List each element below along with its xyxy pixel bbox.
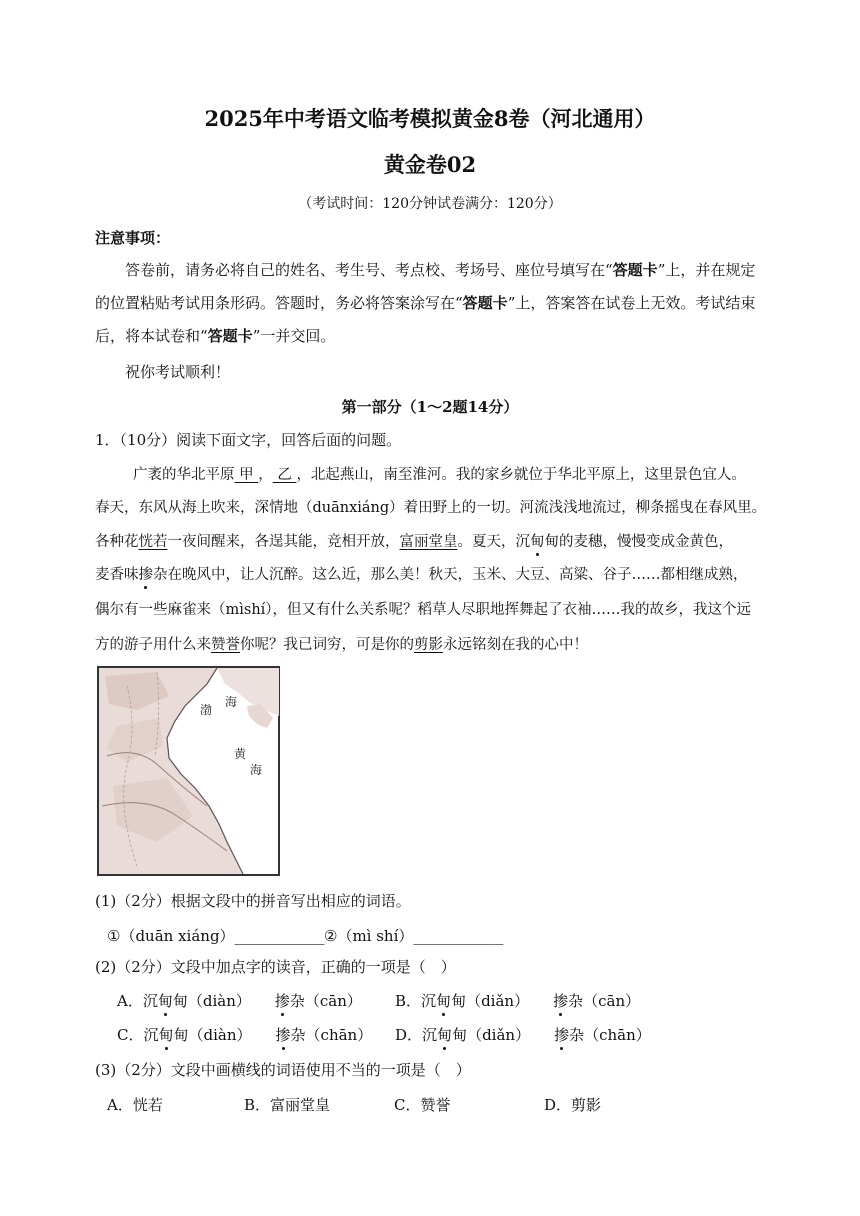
passage-text: ， (258, 467, 273, 483)
answer-card-term: 答题卡 (612, 261, 658, 279)
option-text: 沉 (143, 1026, 159, 1044)
option-b[interactable] (395, 990, 640, 1011)
dotted-char: 甸 (530, 530, 545, 551)
question-1-stem: 1．（10分）阅读下面文字，回答后面的问题。 (95, 431, 402, 449)
option-text: 杂（cān） (289, 992, 362, 1010)
passage-text: 杂在晚风中，让人沉醉。这么近，那么美！秋天，玉米、大豆、高粱、谷子……都相继成熟， (153, 567, 748, 583)
option-c[interactable] (117, 1024, 372, 1045)
passage-line-1 (133, 463, 746, 484)
option-d[interactable]: D．剪影 (544, 1096, 602, 1114)
answer-card-term: 答题卡 (462, 294, 508, 312)
option-a[interactable]: A．恍若 (107, 1096, 163, 1114)
dotted-char: 甸 (436, 992, 452, 1010)
passage-text: 永远铭刻在我的心中！ (443, 637, 588, 653)
dotted-char: 甸 (437, 1026, 453, 1044)
option-text: 沉 (142, 992, 158, 1010)
notice-line-2 (95, 292, 755, 313)
dotted-char: 掺 (554, 1026, 570, 1044)
notice-text: 的位置粘贴考试用条形码。答题时，务必将答案涂写在“ (95, 294, 463, 312)
option-letter: B． (395, 992, 422, 1010)
option-letter: D． (395, 1026, 423, 1044)
dotted-char: 甸 (157, 992, 173, 1010)
notice-heading: 注意事项： (95, 229, 171, 247)
passage-line-2: 春天，东风从海上吹来，深情地（duānxiáng）着田野上的一切。河流浅浅地流过，柳条摇曳在春风里。 (95, 500, 767, 516)
option-text: 沉 (422, 1026, 438, 1044)
option-text: 杂（chān） (569, 1026, 651, 1044)
passage-text: 甸的麦穗，慢慢变成金黄色， (544, 534, 733, 550)
notice-text: 答卷前，请务必将自己的姓名、考生号、考点校、考场号、座位号填写在“ (125, 261, 613, 279)
subquestion-3-stem: (3)（2分）文段中画横线的词语使用不当的一项是（ ） (95, 1061, 471, 1079)
exam-title: 2025年中考语文临考模拟黄金8卷（河北通用） (204, 106, 656, 131)
notice-text: ”上，答案答在试卷上无效。考试结束 (507, 294, 756, 312)
passage-text: 一夜间醒来，各逞其能，竞相开放， (167, 534, 400, 550)
option-text: 甸（diàn） (172, 992, 251, 1010)
underlined-word: 剪影 (414, 637, 443, 653)
good-luck-text: 祝你考试顺利！ (125, 363, 231, 381)
dotted-char: 掺 (274, 992, 290, 1010)
notice-line-3 (95, 325, 335, 346)
passage-text: ，北起燕山，南至淮河。我的家乡就位于华北平原上，这里景色宜人。 (296, 467, 746, 483)
passage-line-6 (95, 633, 588, 654)
blank-jia: 甲 (234, 467, 259, 483)
underlined-word: 赞誉 (211, 637, 240, 653)
passage-line-5: 偶尔有一些麻雀来（mìshí），但又有什么关系呢？稻草人尽职地挥舞起了衣袖……我的故乡，我这个远 (95, 602, 752, 618)
option-letter: C． (117, 1026, 144, 1044)
underlined-word: 富丽堂皇 (399, 534, 458, 550)
option-text: 杂（cān） (568, 992, 641, 1010)
map-label: 海 (250, 763, 263, 777)
option-text: 甸（diǎn） (452, 1026, 531, 1044)
blank-yi: 乙 (272, 467, 297, 483)
notice-text: 后，将本试卷和“ (95, 327, 208, 345)
dotted-char: 甸 (158, 1026, 174, 1044)
option-letter: A． (117, 992, 143, 1010)
exam-subtitle: 黄金卷02 (383, 152, 477, 177)
notice-text: ”一并交回。 (252, 327, 336, 345)
notice-line-1 (125, 259, 755, 280)
option-b[interactable]: B．富丽堂皇 (244, 1096, 331, 1114)
dotted-char: 掺 (275, 1026, 291, 1044)
notice-text: ”上，并在规定 (657, 261, 756, 279)
exam-info: （考试时间：120分钟试卷满分：120分） (298, 196, 562, 212)
passage-text: 广袤的华北平原 (133, 467, 235, 483)
option-a[interactable] (117, 990, 362, 1011)
passage-text: 各种花 (95, 534, 139, 550)
dotted-char: 掺 (139, 563, 154, 584)
passage-text: 。夏天，沉 (457, 534, 530, 550)
option-text: 甸（diàn） (173, 1026, 252, 1044)
passage-line-3 (95, 530, 733, 551)
answer-card-term: 答题卡 (207, 327, 253, 345)
map-label: 渤 (200, 703, 213, 717)
north-china-map (97, 666, 280, 876)
passage-text: 麦香味 (95, 567, 139, 583)
option-c[interactable]: C．赞誉 (394, 1096, 451, 1114)
option-text: 甸（diǎn） (451, 992, 530, 1010)
passage-text: 方的游子用什么来 (95, 637, 211, 653)
underlined-word: 恍若 (138, 534, 168, 550)
part-heading: 第一部分（1～2题14分） (341, 398, 519, 416)
subquestion-1-item-2: ②（mì shí）____________ (324, 927, 504, 945)
subquestion-1-stem: (1)（2分）根据文段中的拼音写出相应的词语。 (95, 892, 411, 910)
subquestion-2-stem: (2)（2分）文段中加点字的读音，正确的一项是（ ） (95, 958, 456, 976)
map-label: 黄 (234, 747, 247, 761)
map-label: 海 (225, 695, 238, 709)
option-text: 杂（chān） (290, 1026, 373, 1044)
passage-text: 你呢？我已词穷，可是你的 (240, 637, 414, 653)
option-text: 沉 (421, 992, 437, 1010)
option-d[interactable] (395, 1024, 651, 1045)
subquestion-1-item-1: ①（duān xiáng）____________ (107, 927, 325, 945)
passage-line-4 (95, 563, 748, 584)
dotted-char: 掺 (553, 992, 569, 1010)
